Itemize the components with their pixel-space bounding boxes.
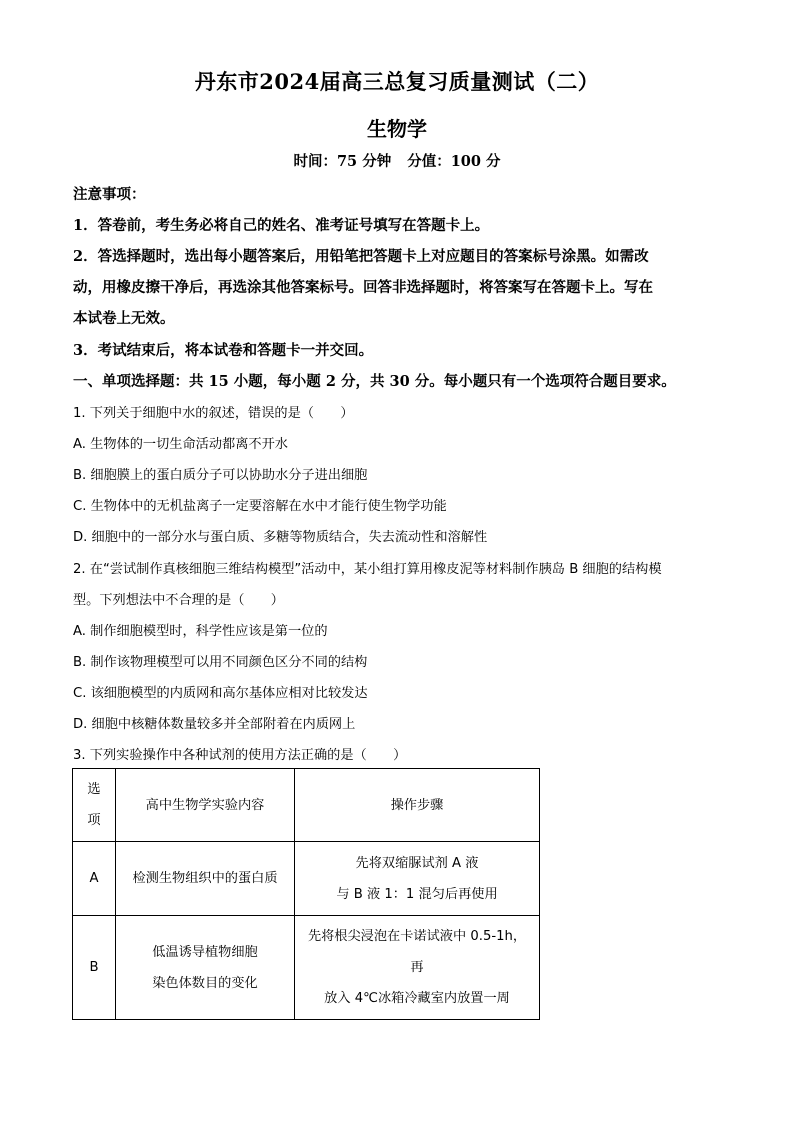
table-row [73, 842, 540, 916]
q1-option-d: D. 细胞中的一部分水与蛋白质、多糖等物质结合，失去流动性和溶解性 [73, 530, 488, 545]
section-heading: 一、单项选择题：共 15 小题，每小题 2 分，共 30 分。每小题只有一个选项符合题目要求。 [73, 373, 676, 390]
notes-heading: 注意事项： [73, 186, 146, 203]
exam-time: 时间：75 分钟 [293, 153, 392, 170]
exam-title: 丹东市2024届高三总复习质量测试（二） [194, 69, 600, 94]
row-content-cell: 检测生物组织中的蛋白质 [116, 842, 295, 916]
note-3: 3．考试结束后，将本试卷和答题卡一并交回。 [73, 342, 374, 359]
row-steps-cell: 先将根尖浸泡在卡诺试液中 0.5-1h， 再 放入 4℃冰箱冷藏室内放置一周 [295, 916, 540, 1020]
row-option-cell: B [73, 916, 116, 1020]
q3-table [72, 768, 540, 1020]
row-option-cell: A [73, 842, 116, 916]
row-content-cell: 低温诱导植物细胞 染色体数目的变化 [116, 916, 295, 1020]
header-option-cell: 选 项 [73, 769, 116, 842]
note-2-line-1: 2．答选择题时，选出每小题答案后，用铅笔把答题卡上对应题目的答案标号涂黑。如需改 [73, 248, 649, 265]
subject-title: 生物学 [367, 117, 427, 141]
exam-meta [0, 150, 794, 171]
note-2-line-2: 动，用橡皮擦干净后，再选涂其他答案标号。回答非选择题时，将答案写在答题卡上。写在 [73, 279, 653, 296]
q2-stem-line-2: 型。下列想法中不合理的是（ ） [73, 593, 284, 608]
q2-option-c: C. 该细胞模型的内质网和高尔基体应相对比较发达 [73, 686, 368, 701]
q2-option-d: D. 细胞中核糖体数量较多并全部附着在内质网上 [73, 717, 356, 732]
note-1: 1．答卷前，考生务必将自己的姓名、准考证号填写在答题卡上。 [73, 217, 490, 234]
row-steps-cell: 先将双缩脲试剂 A 液 与 B 液 1：1 混匀后再使用 [295, 842, 540, 916]
q2-option-b: B. 制作该物理模型可以用不同颜色区分不同的结构 [73, 655, 368, 670]
header-content-cell: 高中生物学实验内容 [116, 769, 295, 842]
header-steps-cell: 操作步骤 [295, 769, 540, 842]
q1-option-b: B. 细胞膜上的蛋白质分子可以协助水分子进出细胞 [73, 468, 368, 483]
q2-option-a: A. 制作细胞模型时，科学性应该是第一位的 [73, 624, 328, 639]
table-row [73, 916, 540, 1020]
q1-option-c: C. 生物体中的无机盐离子一定要溶解在水中才能行使生物学功能 [73, 499, 447, 514]
note-2-line-3: 本试卷上无效。 [73, 310, 175, 327]
q1-option-a: A. 生物体的一切生命活动都离不开水 [73, 437, 288, 452]
q2-stem-line-1: 2. 在“尝试制作真核细胞三维结构模型”活动中，某小组打算用橡皮泥等材料制作胰岛 B 细胞的结构模 [73, 562, 662, 577]
exam-score: 分值：100 分 [407, 153, 501, 170]
q3-stem: 3. 下列实验操作中各种试剂的使用方法正确的是（ ） [73, 748, 407, 763]
q1-stem: 1. 下列关于细胞中水的叙述，错误的是（ ） [73, 406, 354, 421]
table-header-row [73, 769, 540, 842]
